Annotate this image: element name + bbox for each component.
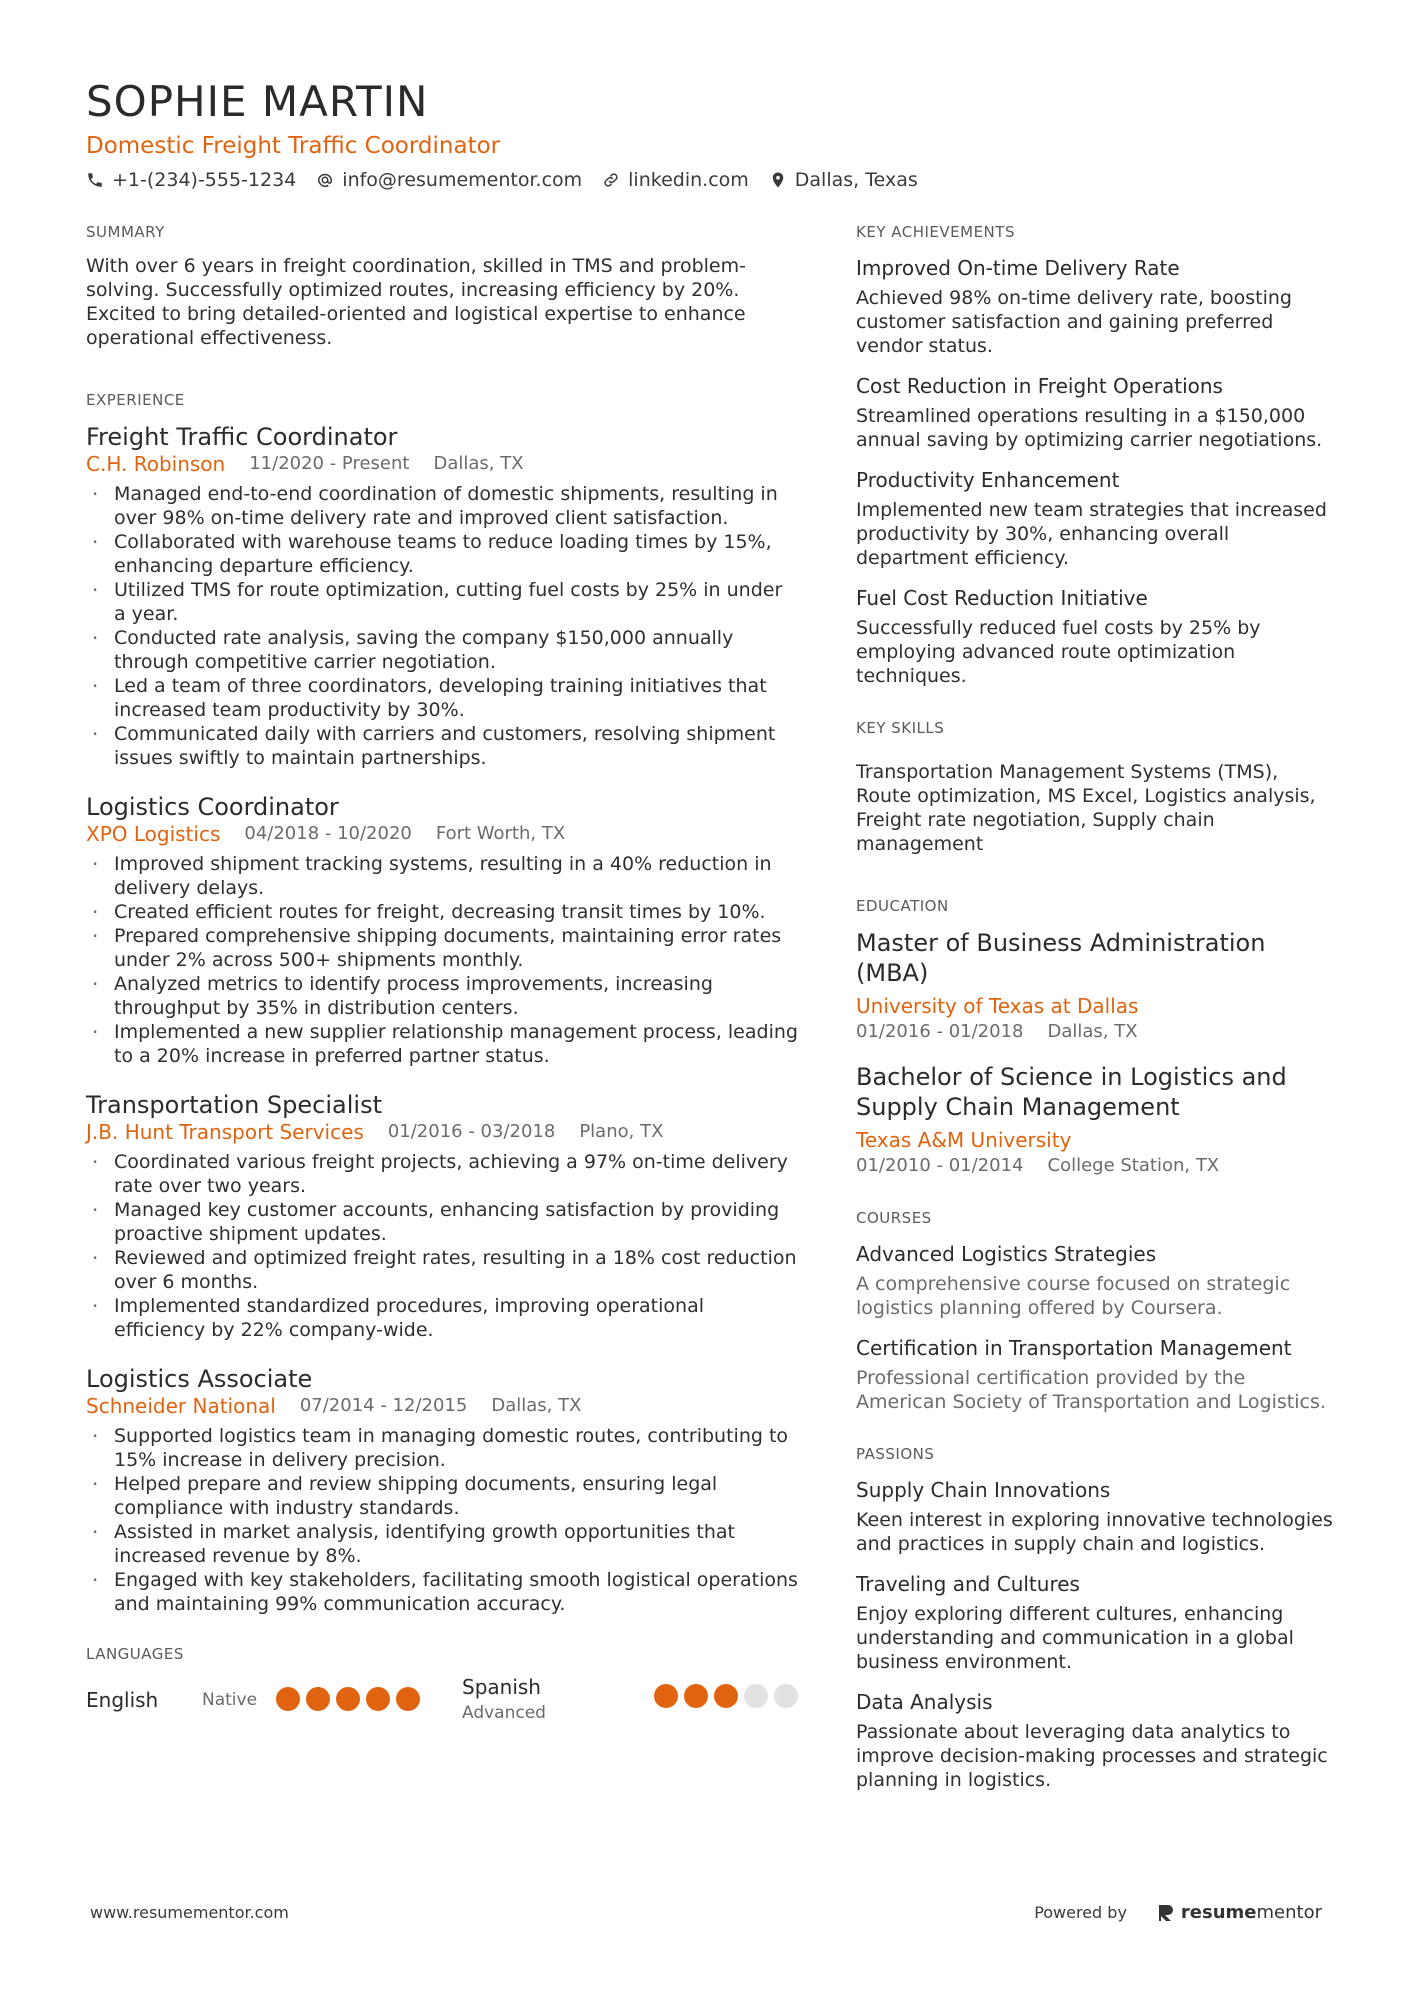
passions-heading: PASSIONS [856,1445,935,1463]
job-location: Fort Worth, TX [435,823,566,844]
language-labels [462,1674,546,1726]
brand-name [1181,1902,1322,1923]
job-location: Plano, TX [579,1121,664,1142]
rating-dot-empty [744,1684,768,1708]
language-level: Native [202,1690,258,1710]
summary-section [86,222,798,350]
education-degree: Bachelor of Science in Logistics and Supply Chain Management [856,1063,1287,1121]
language-name: Spanish [462,1675,541,1699]
course-title: Advanced Logistics Strategies [856,1242,1157,1266]
contact-email[interactable] [316,166,582,194]
achievements-heading: KEY ACHIEVEMENTS [856,223,1015,241]
contact-linkedin[interactable] [602,166,749,194]
job-bullet: · Led a team of three coordinators, developing training initiatives that increased team productivity by 30%. [86,674,798,722]
passions-section [856,1444,1336,1792]
candidate-name: SOPHIE MARTIN [86,77,429,126]
passion-desc: Passionate about leveraging data analytics to improve decision-making processes and strategic planning in logistics. [856,1721,1328,1791]
job-dates: 01/2016 - 03/2018 [387,1121,556,1142]
experience-heading: EXPERIENCE [86,391,185,409]
rating-dot-filled [654,1684,678,1708]
rating-dot-filled [714,1684,738,1708]
education-meta [856,1154,1336,1178]
skills-section [856,718,1336,856]
job-bullet: · Managed end-to-end coordination of domestic shipments, resulting in over 98% on-time delivery rate and improved client satisfaction. [86,482,798,530]
job-title: Logistics Coordinator [86,793,339,821]
job-entry [86,792,798,1068]
contact-linkedin-text[interactable]: linkedin.com [628,169,749,191]
summary-heading: SUMMARY [86,223,165,241]
job-bullet: · Prepared comprehensive shipping documents, maintaining error rates under 2% across 500+ shipments monthly. [86,924,798,972]
job-location: Dallas, TX [491,1395,582,1416]
education-location: Dallas, TX [1047,1021,1138,1042]
left-column [86,222,798,1766]
education-school: University of Texas at Dallas [856,994,1139,1018]
languages-heading: LANGUAGES [86,1645,184,1663]
achievement-desc: Implemented new team strategies that increased productivity by 30%, enhancing overall department efficiency. [856,499,1327,569]
achievement-desc: Successfully reduced fuel costs by 25% by employing advanced route optimization techniques. [856,617,1261,687]
education-item [856,1062,1336,1178]
job-bullets [86,852,798,1068]
passion-desc: Enjoy exploring different cultures, enhancing understanding and communication in a global business environment. [856,1603,1294,1673]
contact-location-text: Dallas, Texas [794,169,918,191]
job-location: Dallas, TX [433,453,524,474]
job-bullet: · Implemented a new supplier relationship management process, leading to a 20% increase in preferred partner status. [86,1020,798,1068]
at-icon [316,171,334,189]
rating-dot-filled [684,1684,708,1708]
education-dates: 01/2016 - 01/2018 [856,1021,1024,1042]
course-desc: Professional certification provided by the American Society of Transportation and Logistics. [856,1367,1326,1413]
achievement-desc: Achieved 98% on-time delivery rate, boosting customer satisfaction and gaining preferred vendor status. [856,287,1292,357]
achievements-section [856,222,1336,688]
job-bullet: · Implemented standardized procedures, improving operational efficiency by 22% company-wide. [86,1294,798,1342]
job-title: Freight Traffic Coordinator [86,423,398,451]
achievement-item [856,372,1336,452]
contact-location [769,166,918,194]
education-item [856,928,1336,1044]
language-name: English [86,1688,159,1712]
phone-icon [86,171,104,189]
job-meta [86,1120,798,1144]
language-spanish [462,1674,798,1726]
courses-heading: COURSES [856,1209,932,1227]
job-bullets [86,482,798,770]
job-company: Schneider National [86,1394,276,1418]
language-english [86,1687,462,1713]
course-item [856,1240,1336,1320]
rating-dot-filled [396,1687,420,1711]
rating-dot-filled [276,1687,300,1711]
job-bullet: · Conducted rate analysis, saving the company $150,000 annually through competitive carrier negotiation. [86,626,798,674]
resumementor-logo-icon [1157,1903,1175,1923]
rating-dot-filled [336,1687,360,1711]
education-meta [856,1020,1336,1044]
language-rating [654,1684,798,1708]
education-location: College Station, TX [1047,1155,1220,1176]
job-meta [86,452,798,476]
summary-text: With over 6 years in freight coordination, skilled in TMS and problem-solving. Successfully optimized routes, increasing efficiency by 20%. Excited to bring detailed-oriented and logistical expertise to enhance operational effectiveness. [86,255,746,349]
job-meta [86,822,798,846]
job-entry [86,422,798,770]
job-bullet: · Managed key customer accounts, enhancing satisfaction by providing proactive shipment updates. [86,1198,798,1246]
page-footer [90,1902,1322,1923]
language-level: Advanced [462,1703,546,1723]
achievement-title: Cost Reduction in Freight Operations [856,374,1223,398]
passion-item [856,1688,1336,1792]
passion-title: Traveling and Cultures [856,1572,1080,1596]
rating-dot-filled [366,1687,390,1711]
job-title: Logistics Associate [86,1365,313,1393]
job-bullet: · Engaged with key stakeholders, facilitating smooth logistical operations and maintaining 99% communication accuracy. [86,1568,798,1616]
job-entry [86,1364,798,1616]
education-section [856,896,1336,1178]
job-company: C.H. Robinson [86,452,226,476]
passion-desc: Keen interest in exploring innovative technologies and practices in supply chain and logistics. [856,1509,1333,1555]
achievement-item [856,254,1336,358]
job-bullets [86,1150,798,1342]
experience-section [86,390,798,1616]
powered-by-label: Powered by [1034,1903,1127,1922]
passion-item [856,1476,1336,1556]
brand-logo[interactable] [1157,1902,1322,1923]
education-dates: 01/2010 - 01/2014 [856,1155,1024,1176]
skills-text: Transportation Management Systems (TMS), Route optimization, MS Excel, Logistics analysis, Freight rate negotiation, Supply chain management [856,761,1316,855]
languages-row [86,1674,798,1726]
job-bullet: · Communicated daily with carriers and customers, resolving shipment issues swiftly to maintain partnerships. [86,722,798,770]
contact-bar [86,166,1326,194]
job-bullets [86,1424,798,1616]
job-meta [86,1394,798,1418]
job-bullet: · Helped prepare and review shipping documents, ensuring legal compliance with industry standards. [86,1472,798,1520]
brand-name-rest: mentor [1256,1902,1322,1923]
job-bullet: · Created efficient routes for freight, decreasing transit times by 10%. [86,900,798,924]
job-bullet: · Reviewed and optimized freight rates, resulting in a 18% cost reduction over 6 months. [86,1246,798,1294]
job-bullet: · Improved shipment tracking systems, resulting in a 40% reduction in delivery delays. [86,852,798,900]
rating-dot-empty [774,1684,798,1708]
passion-item [856,1570,1336,1674]
achievement-title: Improved On-time Delivery Rate [856,256,1180,280]
resume-header [86,78,1326,194]
course-title: Certification in Transportation Management [856,1336,1292,1360]
job-title: Transportation Specialist [86,1091,382,1119]
job-dates: 11/2020 - Present [249,453,410,474]
achievement-item [856,584,1336,688]
language-rating [276,1687,420,1711]
job-bullet: · Collaborated with warehouse teams to reduce loading times by 15%, enhancing departure efficiency. [86,530,798,578]
job-bullet: · Supported logistics team in managing domestic routes, contributing to 15% increase in delivery precision. [86,1424,798,1472]
job-dates: 04/2018 - 10/2020 [244,823,412,844]
right-column [856,222,1336,1832]
course-desc: A comprehensive course focused on strategic logistics planning offered by Coursera. [856,1273,1291,1319]
passion-title: Supply Chain Innovations [856,1478,1111,1502]
passion-title: Data Analysis [856,1690,993,1714]
education-heading: EDUCATION [856,897,949,915]
courses-section [856,1208,1336,1414]
powered-by [1034,1902,1322,1923]
achievement-desc: Streamlined operations resulting in a $150,000 annual saving by optimizing carrier negotiations. [856,405,1323,451]
contact-email-text[interactable]: info@resumementor.com [342,169,583,191]
skills-heading: KEY SKILLS [856,719,945,737]
achievement-title: Productivity Enhancement [856,468,1120,492]
job-bullet: · Coordinated various freight projects, achieving a 97% on-time delivery rate over two years. [86,1150,798,1198]
job-company: XPO Logistics [86,822,221,846]
contact-phone [86,166,296,194]
job-bullet: · Analyzed metrics to identify process improvements, increasing throughput by 35% in distribution centers. [86,972,798,1020]
job-entry [86,1090,798,1342]
rating-dot-filled [306,1687,330,1711]
course-item [856,1334,1336,1414]
achievement-item [856,466,1336,570]
education-school: Texas A&M University [856,1128,1072,1152]
location-pin-icon [769,171,787,189]
candidate-title: Domestic Freight Traffic Coordinator [86,133,501,159]
footer-website[interactable]: www.resumementor.com [90,1903,289,1922]
link-icon [602,171,620,189]
brand-name-bold: resume [1180,1902,1257,1923]
job-bullet: · Assisted in market analysis, identifying growth opportunities that increased revenue by 8%. [86,1520,798,1568]
achievement-title: Fuel Cost Reduction Initiative [856,586,1148,610]
job-dates: 07/2014 - 12/2015 [299,1395,468,1416]
languages-section [86,1644,798,1726]
job-company: J.B. Hunt Transport Services [86,1120,364,1144]
education-degree: Master of Business Administration (MBA) [856,929,1266,987]
job-bullet: · Utilized TMS for route optimization, cutting fuel costs by 25% in under a year. [86,578,798,626]
contact-phone-text: +1-(234)-555-1234 [112,169,297,191]
